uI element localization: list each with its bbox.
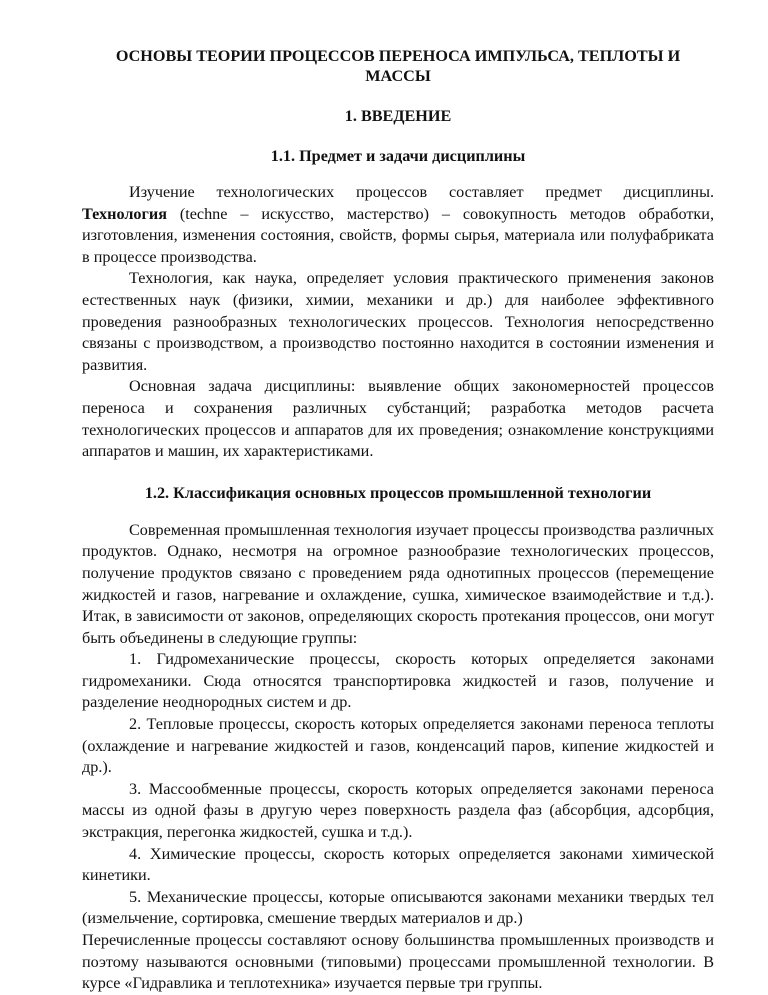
- paragraph: Основная задача дисциплины: выявление общих закономерностей процессов переноса и сохранения различных субстанций; разработка методов расчета технологических процессов и аппаратов для их проведения; ознакомление конструкциями аппаратов и машин, их характеристиками.: [82, 377, 714, 461]
- paragraph-text: Изучение технологических процессов составляет предмет дисциплины.: [129, 183, 714, 201]
- document-title: ОСНОВЫ ТЕОРИИ ПРОЦЕССОВ ПЕРЕНОСА ИМПУЛЬСА, ТЕПЛОТЫ И МАССЫ: [115, 47, 681, 85]
- section-classification: [82, 520, 714, 995]
- paragraph: [82, 182, 714, 268]
- section-heading: 1.2. Классификация основных процессов промышленной технологии: [144, 483, 652, 502]
- list-item: 5. Механические процессы, которые описываются законами механики твердых тел (измельчение, сортировка, смешение твердых материалов и др.): [82, 887, 714, 928]
- list-item: 1. Гидромеханические процессы, скорость которых определяется законами гидромеханики. Сюда относятся транспортировка жидкостей и газов, получение и разделение неоднородных систем и др.: [82, 650, 714, 712]
- term-technology: Технология: [82, 204, 167, 223]
- list-item: 3. Массообменные процессы, скорость которых определяется законами переноса массы из одной фазы в другую через поверхность раздела фаз (абсорбция, адсорбция, экстракция, перегонка жидкостей, сушка и т.д.).: [82, 779, 714, 842]
- list-item: 2. Тепловые процессы, скорость которых определяется законами переноса теплоты (охлаждение и нагревание жидкостей и газов, конденсаций паров, кипение жидкостей и др.).: [82, 715, 714, 777]
- paragraph: Современная промышленная технология изучает процессы производства различных продуктов. Однако, несмотря на огромное разнообразие технологических процессов, получение продуктов связано с проведением ряда однотипных процессов (перемещение жидкостей и газов, нагревание и охлаждение, сушка, химическое взаимодействие и т.д.). Итак, в зависимости от законов, определяющих скорость протекания процессов, они могут быть объединены в следующие группы:: [82, 520, 714, 647]
- document-content: [82, 46, 714, 995]
- section-heading: 1.1. Предмет и задачи дисциплины: [270, 147, 526, 165]
- paragraph-text: (techne – искусство, мастерство) – совокупность методов обработки, изготовления, изменения состояния, свойств, формы сырья, материала или полуфабриката в процессе производства.: [82, 204, 714, 266]
- section-subject-and-tasks: [82, 182, 714, 463]
- paragraph: Технология, как наука, определяет условия практического применения законов естественных наук (физики, химии, механики и др.) для наиболее эффективного проведения разнообразных технологических процессов. Технология непосредственно связаны с производством, а производство постоянно находится в состоянии изменения и развития.: [82, 269, 714, 374]
- list-item: 4. Химические процессы, скорость которых определяется законами химической кинетики.: [82, 844, 714, 885]
- paragraph: Перечисленные процессы составляют основу большинства промышленных производств и поэтому называются основными (типовыми) процессами промышленной технологии. В курсе «Гидравлика и теплотехника» изучается первые три группы.: [82, 931, 714, 993]
- chapter-heading: 1. ВВЕДЕНИЕ: [344, 107, 452, 125]
